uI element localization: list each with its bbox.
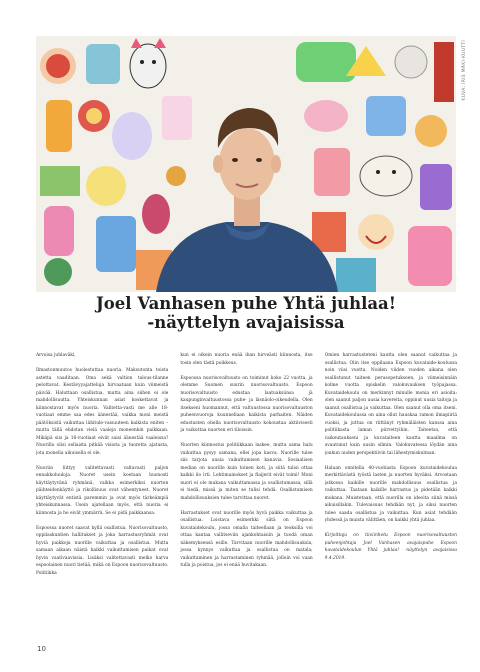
paragraph: Nuoriin liittyy valitettavasti valtavasti paljon ennakkoluuloja. Nuoret usein koetaan huonosti käyttäytyvänä ryhmänä, vaikka esimerkiksi nuorten päihteidenkäyttö ja rikollisuus ovat vähentyneet. Nuoret käyttäytyvät entistä paremmin ja ovat myös tärkeämpiä yhteiskunnassa. Usein ajatellaan myös, että nuoria ei kiinnosta ja he eivät ymmärrä. Se ei pidä paikkaansa. (36, 465, 169, 516)
paragraph: Omien harrastusteteni kautta olen saanut vaikuttaa ja osallistua. Olin itse oppilaana Espoon kuvataide-koulussa noin viisi vuotta. Noiden viiden vuoden aikana olen osallistunut taiteen perusopetukseen, ja viimeisinnäin kolme vuotta opiskelin valokuvauksen työpajassa. Kuvataidekoulu on merkinnyt minulle monia eri asioita: olen saanut paljon uusia kavereita, oppinut uusia taitoja ja saanut osallistua ja vaikuttaa. Olen saanut olla oma itseni. Kuvataidekoulussa on aina ollut hauskaa ramon ilmapiiriä vuoksi, ja juttua on riittänyt ryhmäläisten kanssa aina politiikasta laman piirrettyihin. Taiteetsa, että vaikeutaukseni ja kuvataiteen kautta maailma on avautunut kuin uusin silmin. Valokuvatessa löydän aina jonkun uuden perspektiivin tai lähestymiskulman. (324, 353, 457, 456)
photo-credit: KUVA: IRIS MÄKI-KUUTTI (462, 40, 467, 101)
hero-photo (36, 36, 456, 292)
paragraph: kun ei oikein nuoria enää ihan hirveästi kiinnosta, itse tosin olen tästä poikkeus. (180, 353, 313, 366)
paragraph: Harrastukset ovat nuorille myös hyvä paikka vaikuttaa ja osallistua. Loistava esimerkki siitä on Espoon kuvataidekoulu, jossa omalla taiteellaan ja teoksilla voi ottaa kantaa vallitseviin ajankohtaisiin ja tuodä oman näkemyksensä esille. Tarvitaan nuorille mahdollisuuksia, jossa kynnys vaikuttaa ja osallistua on matala; vaikuttaminen ja harrastaminen ryhmää, jolloin voi vaan tulla ja poistua, jos ei enää huvitakaan. (180, 510, 313, 568)
column-1 (36, 352, 168, 648)
paragraph: Espoossa nuoret saavat kyllä osallistua. Nuorisovaltuusto, oppilaskuntien hallitukset ja joka harrastusryhmät ovat hyviä paikkoja nuorille vaikuttaa ja osallistua. Mutta samaan aikaan näistä kaikki vaikuttamisen paikat ovat hyvin vaativaavissia. Lisäksi valitettavasti melko harva espoolainen nuori tietää, mikä on Espoon nuorisovaltuusto. Politiikka (36, 525, 169, 576)
photo-illustration (36, 36, 456, 292)
article-title-line-1: Joel Vanhasen puhe Yhtä juhlaa! (96, 294, 396, 313)
paragraph: Nuorten kiinnostus politiikkaan laskee, mutta sama halu vaikuttaa pysyy samana, ellei jopa kasva. Nuorille tulee siis tarjota uusia vaikuttamisen kanavia. Sosiaalisen median on nuorille kuin toinen koti, ja siitä tulisi ottaa kaikki ilo irti. Lehtimainokset ja flaijerit eivät toimi! Moni nuori ei ole mukana vaikuttamassa ja osallistumassa, sillä ei tiedä, missä ja miten se tulisi tehdä. Osallistumisen mahdollisuuksien tulee tarvittaa nuoret. (180, 443, 313, 501)
author-note: Kirjoittaja on tiiviinhetu Espoon nuorisovaltuuston puheenjohtaja Joel Vanhasen avajaispuhe Espoon kuvataidekoulun Yhtä juhlaa! -näyttelyn avajaisissa 9.4.2019. (324, 533, 457, 561)
article-title-line-2: -näyttelyn avajaisissa (147, 313, 345, 332)
paragraph: Ilmastonmuutos huolestuttaa nuoria. Maksutonta toista astetta vaaditaan. Oma sekä valtion talous-tilanne pelottavat. Kestävyyajatteluja hirvaatuan kuin viimeistä päivää. Haluttaan osallistua, mutta aina siihen ei ole mahdollisuutta. Yhteiskunnan asiat koskettavat ja kiinnostavat myös nuoria. Valitetta-vasti me alle 18-vuotiaat emme saa edes äänestää, vaikka moni meistä päätöksistä vaikuttaa lähitule-vaisuuteen kaikista eniten – mutta tällä ehdotan vielä vaaleja moneenkin paikkaan. Mikäpä siis ja 16-vuotiaat eivät saisi äänestää vaaleissa? Nuorilla olisi sellaista pitkää visiota ja tuoretta ajatusta, jota monella aikuisella ei ole. (36, 368, 169, 456)
page-number: 10 (37, 645, 46, 653)
paragraph: Arvoisa juhlaväki, (36, 353, 76, 358)
column-2 (180, 352, 312, 648)
article-title (36, 294, 456, 332)
column-3 (325, 352, 457, 648)
paragraph: Espoossa nuorisovaltuusto on toiminut koko 22 vuotta, ja olemme Suomen suurin nuorisovaltuusto. Espoon nuorisovaltuusto edustaa laatuaksiinsa jä kaupunginvaltuustossa puhe- ja läsnäolo-oikeudella. Olen itsekseni huomannut, että valtuustossa nuorisovaltuuston puheenvuoroja kuunnellaan kaikista parhaiten. Näiden edustusten ohella nuorisovaltuusto kokoustaa aktiivisesti ja vaikuttaa nuorten eri tiloissin. (180, 375, 313, 433)
paragraph: Haluan onnitella 40-vuotiasta Espoon kuvataidekoulua merkittävästä työstä lasten ja nuorten hyväksi. Arvostaan jatkossa kaikille nuorille mahdollisuus osallistua ja vaikuttaa. Taataan kaikille harrastus ja pidetään kaikki mukana. Muistetaan, että nuorilla on ideoita siinä missä aikuisillakin. Tulevaisuus tehdään nyt, ja siksi nuorten tulee saada osallistua ja vaikuttaa. Kun asiat tehdään yhdessä ja muista välittäen, on kaikki yhtä juhlaa. (324, 465, 457, 523)
article-body (36, 352, 457, 648)
